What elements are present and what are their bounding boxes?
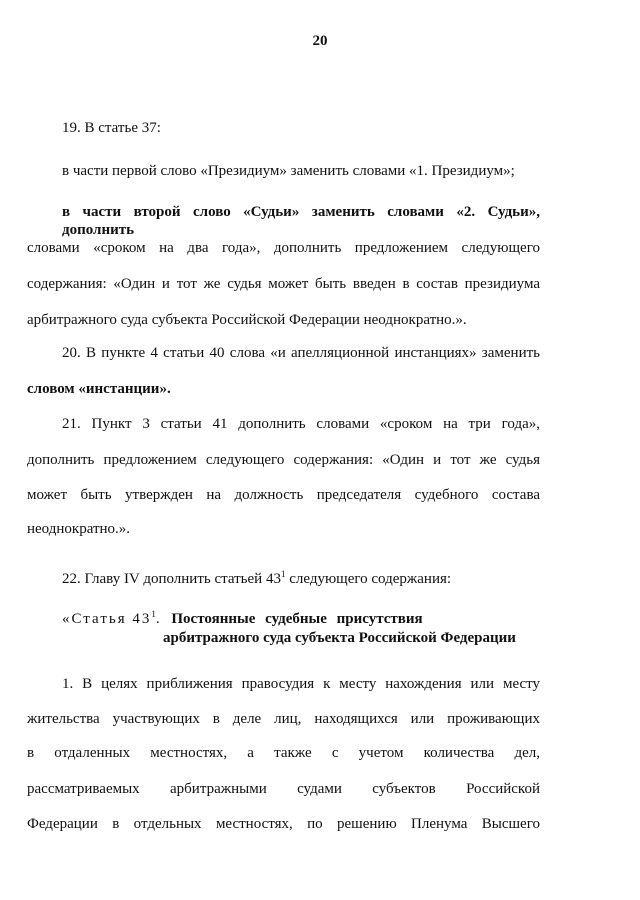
item-22-heading — [62, 570, 451, 588]
item-21-line-3: может быть утвержден на должность председателя судебного состава — [27, 487, 540, 503]
item-21-line-1: 21. Пункт 3 статьи 41 дополнить словами «сроком на три года», — [62, 416, 540, 432]
item-19-part-one: в части первой слово «Президиум» заменить словами «1. Президиум»; — [62, 163, 515, 179]
item-22-text-end: следующего содержания: — [285, 571, 452, 587]
item-19-part-two-line-1: в части второй слово «Судьи» заменить словами «2. Судьи», дополнить — [62, 204, 540, 238]
article-title: Постоянные судебные присутствия — [171, 611, 423, 627]
article-para-line-5: Федерации в отдельных местностях, по решению Пленума Высшего — [27, 816, 540, 832]
item-22-text: 22. Главу IV дополнить статьей 43 — [62, 571, 281, 587]
page-number: 20 — [312, 33, 328, 49]
item-19-part-two-line-4: арбитражного суда субъекта Российской Федерации неоднократно.». — [27, 312, 467, 328]
article-superscript: 1 — [151, 609, 156, 619]
article-para-line-3: в отдаленных местностях, а также с учетом количества дел, — [27, 745, 540, 761]
item-21-line-4: неоднократно.». — [27, 521, 131, 537]
item-19-part-two-line-2: словами «сроком на два года», дополнить предложением следующего — [27, 240, 540, 256]
article-title-line-1 — [62, 610, 423, 628]
item-19-heading: 19. В статье 37: — [62, 120, 161, 136]
item-22-superscript: 1 — [280, 569, 286, 579]
article-title-line-2: арбитражного суда субъекта Российской Федерации — [163, 630, 516, 646]
article-para-line-2: жительства участвующих в деле лиц, находящихся или проживающих — [27, 711, 540, 727]
item-20-line-2: словом «инстанции». — [27, 381, 171, 397]
article-para-line-1: 1. В целях приближения правосудия к месту нахождения или месту — [62, 676, 540, 692]
article-para-line-4: рассматриваемых арбитражными судами субъектов Российской — [27, 781, 540, 797]
item-20-line-1: 20. В пункте 4 статьи 40 слова «и апелляционной инстанциях» заменить — [62, 345, 540, 361]
item-19-part-two-line-3: содержания: «Один и тот же судья может быть введен в состав президиума — [27, 276, 540, 292]
article-label: «Статья 43 — [62, 611, 152, 627]
article-label-dot: . — [155, 611, 160, 627]
item-21-line-2: дополнить предложением следующего содержания: «Один и тот же судья — [27, 452, 540, 468]
